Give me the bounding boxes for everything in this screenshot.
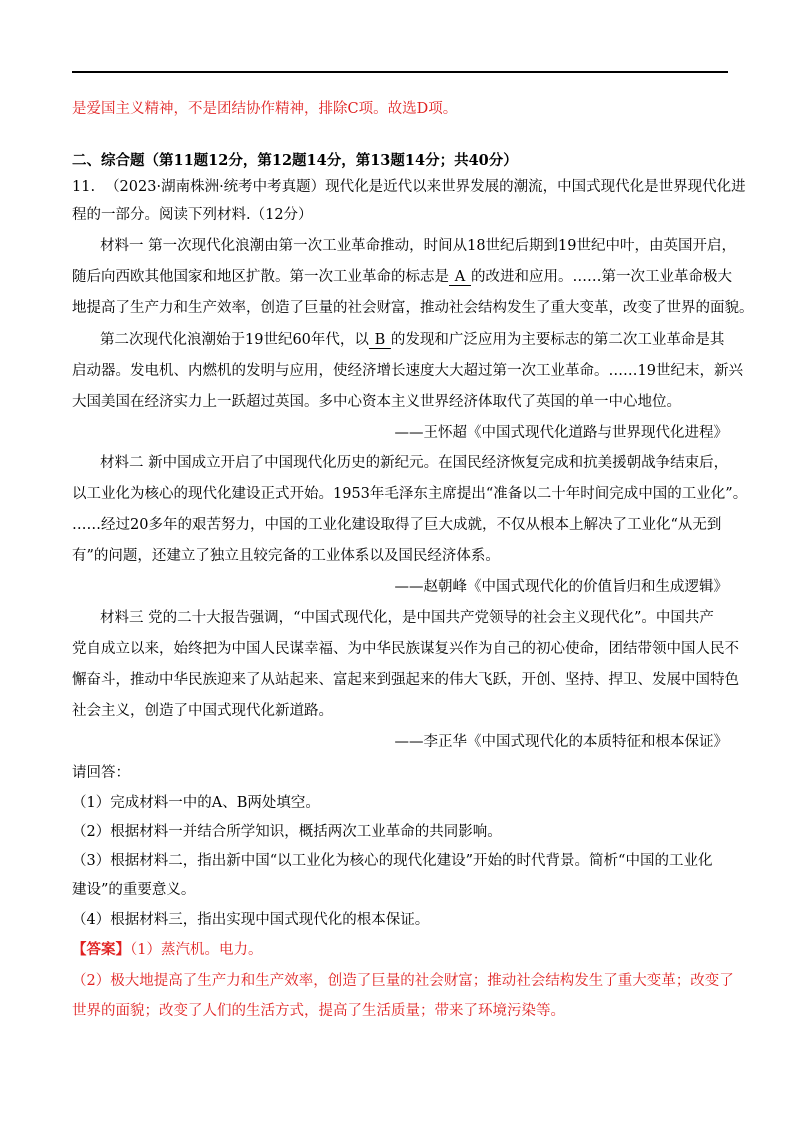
material-2-line-1: 材料二 新中国成立开启了中国现代化历史的新纪元。在国民经济恢复完成和抗美援朝战争结束后， xyxy=(100,455,729,471)
material-2-line-3: ……经过20多年的艰苦努力，中国的工业化建设取得了巨大成就，不仅从根本上解决了工业化“从无到 xyxy=(72,517,722,533)
material-3-line-2: 党自成立以来，始终把为中国人民谋幸福、为中华民族谋复兴作为自己的初心使命，团结带领中国人民不 xyxy=(72,641,739,657)
sub-question-1: （1）完成材料一中的A、B两处填空。 xyxy=(72,795,320,811)
material-3-source: ——李正华《中国式现代化的本质特征和根本保证》 xyxy=(394,734,728,750)
answer-tag: 【答案】 xyxy=(72,941,130,958)
sub-question-3-line-2: 建设”的重要意义。 xyxy=(72,882,196,898)
question-intro-cont: 程的一部分。阅读下列材料.（12分） xyxy=(72,207,313,223)
sub-question-3-line-1: （3）根据材料二，指出新中国“以工业化为核心的现代化建设”开始的时代背景。简析“中国的工业化 xyxy=(72,853,713,869)
answer-1: （1）蒸汽机。电力。 xyxy=(130,942,263,958)
question-number: 11. xyxy=(72,179,96,195)
material-1-para-2-line-1: 第二次现代化浪潮始于19世纪60年代，以 B 的发现和广泛应用为主要标志的第二次工业革命是其 xyxy=(100,332,725,348)
previous-answer-tail: 是爱国主义精神，不是团结协作精神，排除C项。故选D项。 xyxy=(72,101,458,117)
material-1-para-2-line-2: 启动器。发电机、内燃机的发明与应用，使经济增长速度大大超过第一次工业革命。……19世纪末，新兴 xyxy=(72,363,743,379)
answer-prompt: 请回答： xyxy=(72,765,130,781)
material-1-line-2: 随后向西欧其他国家和地区扩散。第一次工业革命的标志是 A 的改进和应用。……第一次工业革命极大 xyxy=(72,269,732,285)
sub-question-2: （2）根据材料一并结合所学知识，概括两次工业革命的共同影响。 xyxy=(72,824,502,840)
question-intro-text: （2023·湖南株洲·统考中考真题）现代化是近代以来世界发展的潮流，中国式现代化是世界现代化进 xyxy=(105,179,746,195)
material-2-line-4: 有”的问题，还建立了独立且较完备的工业体系以及国民经济体系。 xyxy=(72,548,500,564)
material-1-line-1: 材料一 第一次现代化浪潮由第一次工业革命推动，时间从18世纪后期到19世纪中叶，由英国开启， xyxy=(100,238,737,254)
material-2-line-2: 以工业化为核心的现代化建设正式开始。1953年毛泽东主席提出“准备以二十年时间完成中国的工业化”。 xyxy=(72,486,748,502)
material-1-line-3: 地提高了生产力和生产效率，创造了巨量的社会财富，推动社会结构发生了重大变革，改变了世界的面貌。 xyxy=(72,300,754,316)
blank-a: A xyxy=(449,269,471,286)
material-1-para-2-line-3: 大国美国在经济实力上一跃超过英国。多中心资本主义世界经济体取代了英国的单一中心地位。 xyxy=(72,394,681,410)
material-3-line-4: 社会主义，创造了中国式现代化新道路。 xyxy=(72,703,333,719)
section-title: 二、综合题（第11题12分，第12题14分，第13题14分；共40分） xyxy=(72,152,518,169)
answer-2-line-1: （2）极大地提高了生产力和生产效率，创造了巨量的社会财富；推动社会结构发生了重大变革；改变了 xyxy=(72,973,734,989)
material-3-line-1: 材料三 党的二十大报告强调，“中国式现代化，是中国共产党领导的社会主义现代化”。中国共产 xyxy=(100,610,714,626)
material-3-line-3: 懈奋斗，推动中华民族迎来了从站起来、富起来到强起来的伟大飞跃，开创、坚持、捍卫、发展中国特色 xyxy=(72,672,739,688)
answer-2-line-2: 世界的面貌；改变了人们的生活方式，提高了生活质量；带来了环境污染等。 xyxy=(72,1003,565,1019)
sub-question-4: （4）根据材料三，指出实现中国式现代化的根本保证。 xyxy=(72,912,430,928)
material-2-source: ——赵朝峰《中国式现代化的价值旨归和生成逻辑》 xyxy=(394,579,728,595)
material-1-source: ——王怀超《中国式现代化道路与世界现代化进程》 xyxy=(394,425,728,441)
answer-line-1 xyxy=(72,940,728,960)
question-intro xyxy=(72,177,746,197)
blank-b: B xyxy=(369,332,391,349)
header-rule xyxy=(72,71,728,73)
